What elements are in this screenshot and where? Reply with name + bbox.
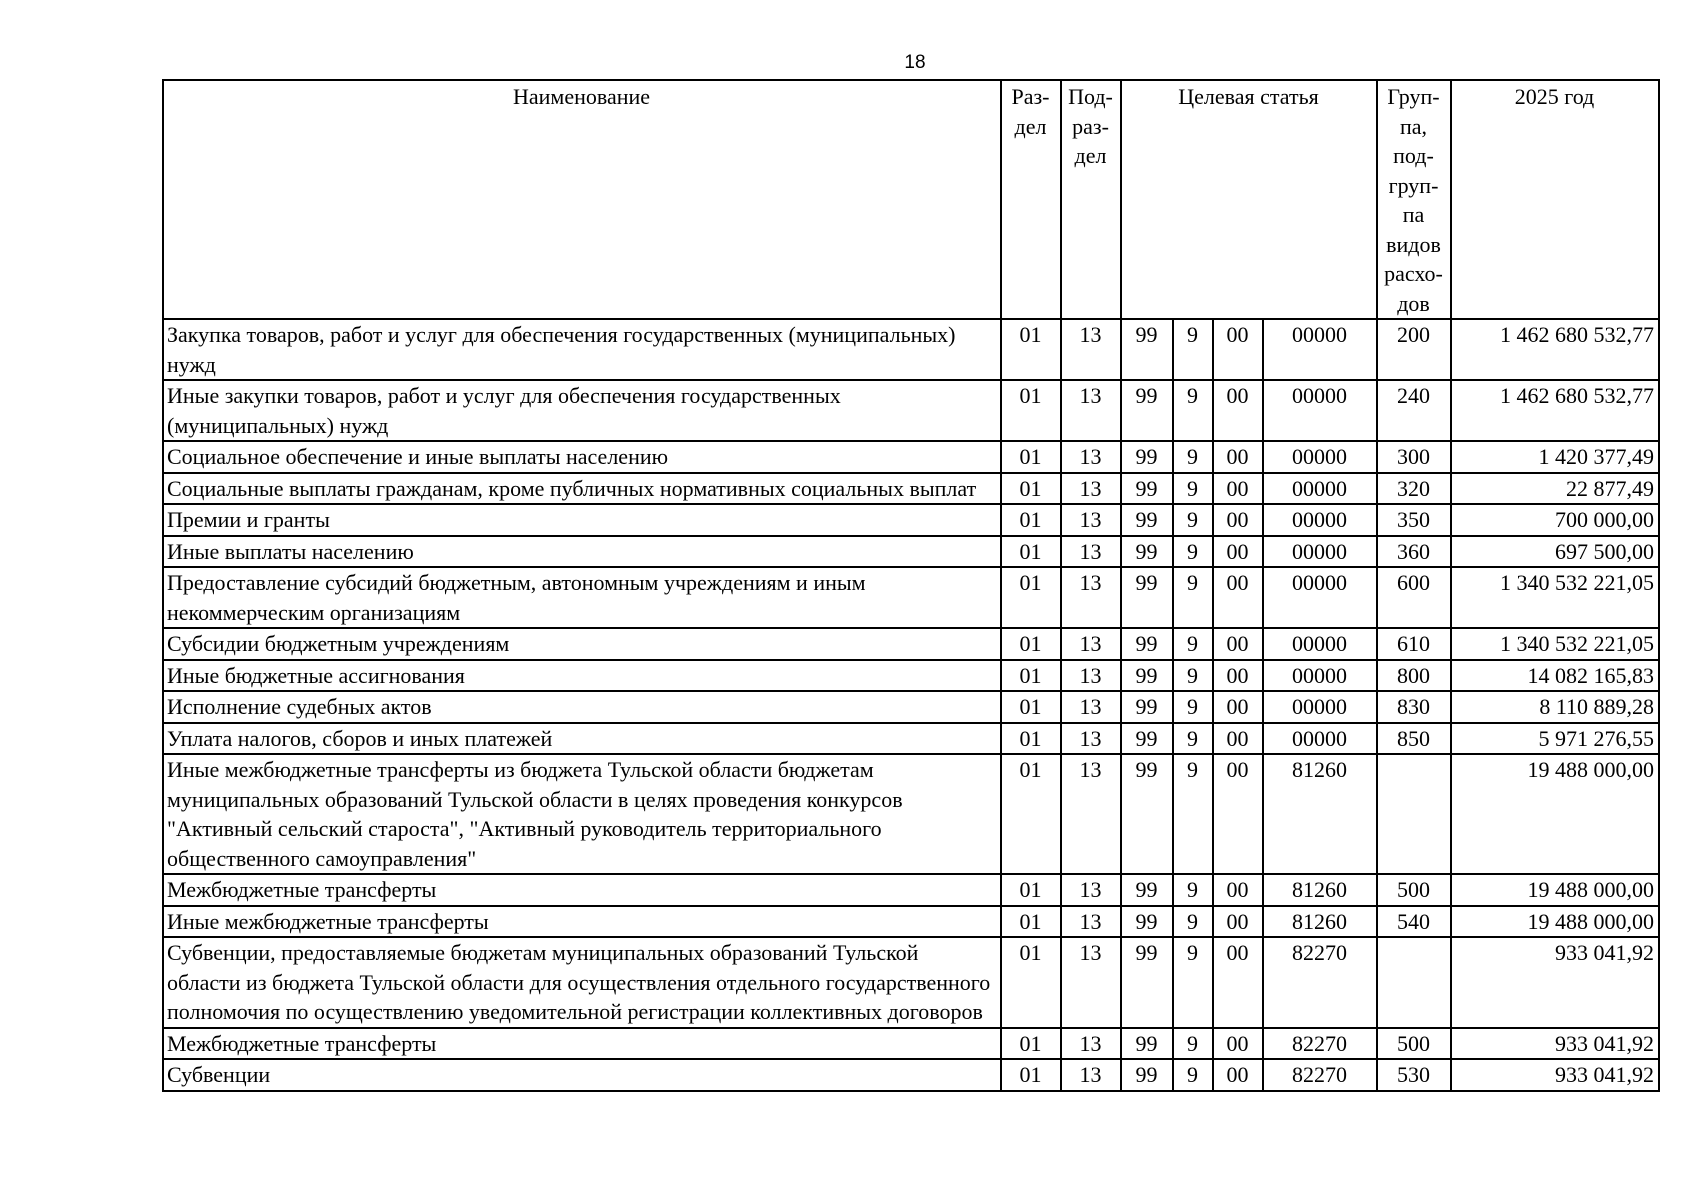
row-target-program: 99 <box>1121 754 1173 874</box>
header-name: Наименование <box>163 80 1001 319</box>
row-target-direction: 00 <box>1213 441 1263 473</box>
row-target-subprogram: 9 <box>1173 660 1213 692</box>
row-expense-group: 600 <box>1377 567 1451 628</box>
row-subsection: 13 <box>1061 319 1121 380</box>
row-subsection: 13 <box>1061 1059 1121 1091</box>
row-name: Социальные выплаты гражданам, кроме публичных нормативных социальных выплат <box>163 473 1001 505</box>
row-name: Социальное обеспечение и иные выплаты населению <box>163 441 1001 473</box>
table-row <box>163 1028 1659 1060</box>
table-row <box>163 723 1659 755</box>
row-target-direction: 00 <box>1213 536 1263 568</box>
table-header-row <box>163 80 1659 319</box>
row-subsection: 13 <box>1061 380 1121 441</box>
row-target-subprogram: 9 <box>1173 723 1213 755</box>
row-expense-group: 240 <box>1377 380 1451 441</box>
row-target-direction: 00 <box>1213 504 1263 536</box>
row-target-code: 82270 <box>1263 1059 1377 1091</box>
row-amount: 19 488 000,00 <box>1451 874 1659 906</box>
row-section: 01 <box>1001 567 1061 628</box>
row-expense-group <box>1377 937 1451 1028</box>
row-target-direction: 00 <box>1213 906 1263 938</box>
row-expense-group: 300 <box>1377 441 1451 473</box>
row-target-direction: 00 <box>1213 628 1263 660</box>
row-amount: 1 340 532 221,05 <box>1451 628 1659 660</box>
row-target-direction: 00 <box>1213 473 1263 505</box>
row-target-program: 99 <box>1121 874 1173 906</box>
row-target-direction: 00 <box>1213 567 1263 628</box>
row-target-subprogram: 9 <box>1173 567 1213 628</box>
header-year-2025: 2025 год <box>1451 80 1659 319</box>
row-target-direction: 00 <box>1213 937 1263 1028</box>
row-target-subprogram: 9 <box>1173 906 1213 938</box>
header-target-article: Целевая статья <box>1121 80 1377 319</box>
row-subsection: 13 <box>1061 441 1121 473</box>
row-target-code: 00000 <box>1263 691 1377 723</box>
row-subsection: 13 <box>1061 937 1121 1028</box>
row-section: 01 <box>1001 1059 1061 1091</box>
row-target-code: 00000 <box>1263 319 1377 380</box>
row-expense-group: 850 <box>1377 723 1451 755</box>
row-expense-group: 830 <box>1377 691 1451 723</box>
row-target-direction: 00 <box>1213 1059 1263 1091</box>
table-row <box>163 567 1659 628</box>
table-row <box>163 906 1659 938</box>
table-row <box>163 473 1659 505</box>
row-amount: 1 420 377,49 <box>1451 441 1659 473</box>
row-target-program: 99 <box>1121 1028 1173 1060</box>
row-target-subprogram: 9 <box>1173 691 1213 723</box>
row-target-code: 81260 <box>1263 906 1377 938</box>
row-target-program: 99 <box>1121 937 1173 1028</box>
table-row <box>163 937 1659 1028</box>
row-amount: 933 041,92 <box>1451 937 1659 1028</box>
row-target-subprogram: 9 <box>1173 380 1213 441</box>
row-target-code: 81260 <box>1263 754 1377 874</box>
row-section: 01 <box>1001 1028 1061 1060</box>
table-row <box>163 874 1659 906</box>
row-name: Премии и гранты <box>163 504 1001 536</box>
row-target-subprogram: 9 <box>1173 937 1213 1028</box>
row-target-program: 99 <box>1121 906 1173 938</box>
row-target-subprogram: 9 <box>1173 754 1213 874</box>
row-subsection: 13 <box>1061 1028 1121 1060</box>
header-subsection: Под- раз- дел <box>1061 80 1121 319</box>
row-target-direction: 00 <box>1213 754 1263 874</box>
row-expense-group: 540 <box>1377 906 1451 938</box>
row-subsection: 13 <box>1061 536 1121 568</box>
row-target-program: 99 <box>1121 567 1173 628</box>
table-row <box>163 628 1659 660</box>
row-section: 01 <box>1001 691 1061 723</box>
row-subsection: 13 <box>1061 691 1121 723</box>
table-row <box>163 319 1659 380</box>
row-expense-group: 500 <box>1377 874 1451 906</box>
row-expense-group: 530 <box>1377 1059 1451 1091</box>
row-section: 01 <box>1001 660 1061 692</box>
row-target-code: 82270 <box>1263 1028 1377 1060</box>
row-name: Межбюджетные трансферты <box>163 874 1001 906</box>
row-section: 01 <box>1001 319 1061 380</box>
row-target-program: 99 <box>1121 504 1173 536</box>
row-expense-group: 320 <box>1377 473 1451 505</box>
row-name: Иные выплаты населению <box>163 536 1001 568</box>
row-section: 01 <box>1001 441 1061 473</box>
row-target-subprogram: 9 <box>1173 504 1213 536</box>
row-section: 01 <box>1001 874 1061 906</box>
table-row <box>163 754 1659 874</box>
table-row <box>163 441 1659 473</box>
row-amount: 5 971 276,55 <box>1451 723 1659 755</box>
row-target-program: 99 <box>1121 536 1173 568</box>
row-target-code: 82270 <box>1263 937 1377 1028</box>
row-subsection: 13 <box>1061 504 1121 536</box>
row-expense-group: 610 <box>1377 628 1451 660</box>
row-name: Закупка товаров, работ и услуг для обеспечения государственных (муниципальных) нужд <box>163 319 1001 380</box>
row-section: 01 <box>1001 473 1061 505</box>
table-row <box>163 691 1659 723</box>
row-target-subprogram: 9 <box>1173 1028 1213 1060</box>
row-section: 01 <box>1001 628 1061 660</box>
table-row <box>163 504 1659 536</box>
row-target-subprogram: 9 <box>1173 536 1213 568</box>
row-target-direction: 00 <box>1213 380 1263 441</box>
row-target-subprogram: 9 <box>1173 1059 1213 1091</box>
row-subsection: 13 <box>1061 874 1121 906</box>
row-target-code: 00000 <box>1263 628 1377 660</box>
row-target-direction: 00 <box>1213 1028 1263 1060</box>
row-name: Иные межбюджетные трансферты <box>163 906 1001 938</box>
row-name: Субвенции, предоставляемые бюджетам муниципальных образований Тульской области из бюджета Тульской области для осуществления отдельного государственного полномочия по осуществлению уведомительной регистрации коллективных договоров <box>163 937 1001 1028</box>
row-amount: 933 041,92 <box>1451 1059 1659 1091</box>
row-section: 01 <box>1001 536 1061 568</box>
row-subsection: 13 <box>1061 906 1121 938</box>
row-target-direction: 00 <box>1213 660 1263 692</box>
row-target-program: 99 <box>1121 723 1173 755</box>
row-amount: 8 110 889,28 <box>1451 691 1659 723</box>
row-section: 01 <box>1001 723 1061 755</box>
row-amount: 14 082 165,83 <box>1451 660 1659 692</box>
row-target-code: 00000 <box>1263 504 1377 536</box>
row-expense-group: 500 <box>1377 1028 1451 1060</box>
row-expense-group: 800 <box>1377 660 1451 692</box>
row-amount: 1 462 680 532,77 <box>1451 380 1659 441</box>
row-target-direction: 00 <box>1213 874 1263 906</box>
row-target-code: 00000 <box>1263 473 1377 505</box>
row-target-code: 00000 <box>1263 723 1377 755</box>
row-target-program: 99 <box>1121 319 1173 380</box>
row-name: Иные закупки товаров, работ и услуг для обеспечения государственных (муниципальных) нужд <box>163 380 1001 441</box>
row-name: Исполнение судебных актов <box>163 691 1001 723</box>
row-target-subprogram: 9 <box>1173 628 1213 660</box>
row-target-subprogram: 9 <box>1173 319 1213 380</box>
row-name: Уплата налогов, сборов и иных платежей <box>163 723 1001 755</box>
row-name: Субсидии бюджетным учреждениям <box>163 628 1001 660</box>
row-name: Предоставление субсидий бюджетным, автономным учреждениям и иным некоммерческим организациям <box>163 567 1001 628</box>
row-amount: 933 041,92 <box>1451 1028 1659 1060</box>
row-subsection: 13 <box>1061 473 1121 505</box>
row-target-program: 99 <box>1121 1059 1173 1091</box>
row-target-code: 00000 <box>1263 567 1377 628</box>
row-expense-group: 350 <box>1377 504 1451 536</box>
row-amount: 697 500,00 <box>1451 536 1659 568</box>
row-section: 01 <box>1001 754 1061 874</box>
row-target-code: 00000 <box>1263 536 1377 568</box>
row-section: 01 <box>1001 937 1061 1028</box>
header-expense-group: Груп- па, под- груп- па видов расхо- дов <box>1377 80 1451 319</box>
row-target-subprogram: 9 <box>1173 441 1213 473</box>
row-expense-group <box>1377 754 1451 874</box>
row-amount: 19 488 000,00 <box>1451 906 1659 938</box>
row-name: Межбюджетные трансферты <box>163 1028 1001 1060</box>
table-row <box>163 660 1659 692</box>
row-name: Иные межбюджетные трансферты из бюджета Тульской области бюджетам муниципальных образований Тульской области в целях проведения конкурсов "Активный сельский староста", "Активный руководитель территориального общественного самоуправления" <box>163 754 1001 874</box>
table-row <box>163 536 1659 568</box>
row-target-program: 99 <box>1121 473 1173 505</box>
row-target-direction: 00 <box>1213 723 1263 755</box>
row-subsection: 13 <box>1061 628 1121 660</box>
row-target-direction: 00 <box>1213 691 1263 723</box>
row-amount: 700 000,00 <box>1451 504 1659 536</box>
row-subsection: 13 <box>1061 567 1121 628</box>
row-section: 01 <box>1001 380 1061 441</box>
header-section: Раз- дел <box>1001 80 1061 319</box>
row-target-code: 00000 <box>1263 441 1377 473</box>
row-amount: 1 340 532 221,05 <box>1451 567 1659 628</box>
page-number: 18 <box>904 52 926 73</box>
row-amount: 1 462 680 532,77 <box>1451 319 1659 380</box>
row-name: Иные бюджетные ассигнования <box>163 660 1001 692</box>
row-expense-group: 360 <box>1377 536 1451 568</box>
row-name: Субвенции <box>163 1059 1001 1091</box>
row-target-program: 99 <box>1121 691 1173 723</box>
row-amount: 19 488 000,00 <box>1451 754 1659 874</box>
table-row <box>163 1059 1659 1091</box>
row-amount: 22 877,49 <box>1451 473 1659 505</box>
row-target-code: 81260 <box>1263 874 1377 906</box>
row-expense-group: 200 <box>1377 319 1451 380</box>
row-target-subprogram: 9 <box>1173 473 1213 505</box>
row-target-program: 99 <box>1121 628 1173 660</box>
row-target-code: 00000 <box>1263 660 1377 692</box>
row-target-program: 99 <box>1121 441 1173 473</box>
table-row <box>163 380 1659 441</box>
budget-table <box>162 79 1660 1092</box>
table-body <box>163 319 1659 1091</box>
row-section: 01 <box>1001 906 1061 938</box>
row-section: 01 <box>1001 504 1061 536</box>
row-subsection: 13 <box>1061 660 1121 692</box>
row-target-program: 99 <box>1121 380 1173 441</box>
row-target-program: 99 <box>1121 660 1173 692</box>
row-target-code: 00000 <box>1263 380 1377 441</box>
row-subsection: 13 <box>1061 754 1121 874</box>
row-subsection: 13 <box>1061 723 1121 755</box>
row-target-subprogram: 9 <box>1173 874 1213 906</box>
row-target-direction: 00 <box>1213 319 1263 380</box>
